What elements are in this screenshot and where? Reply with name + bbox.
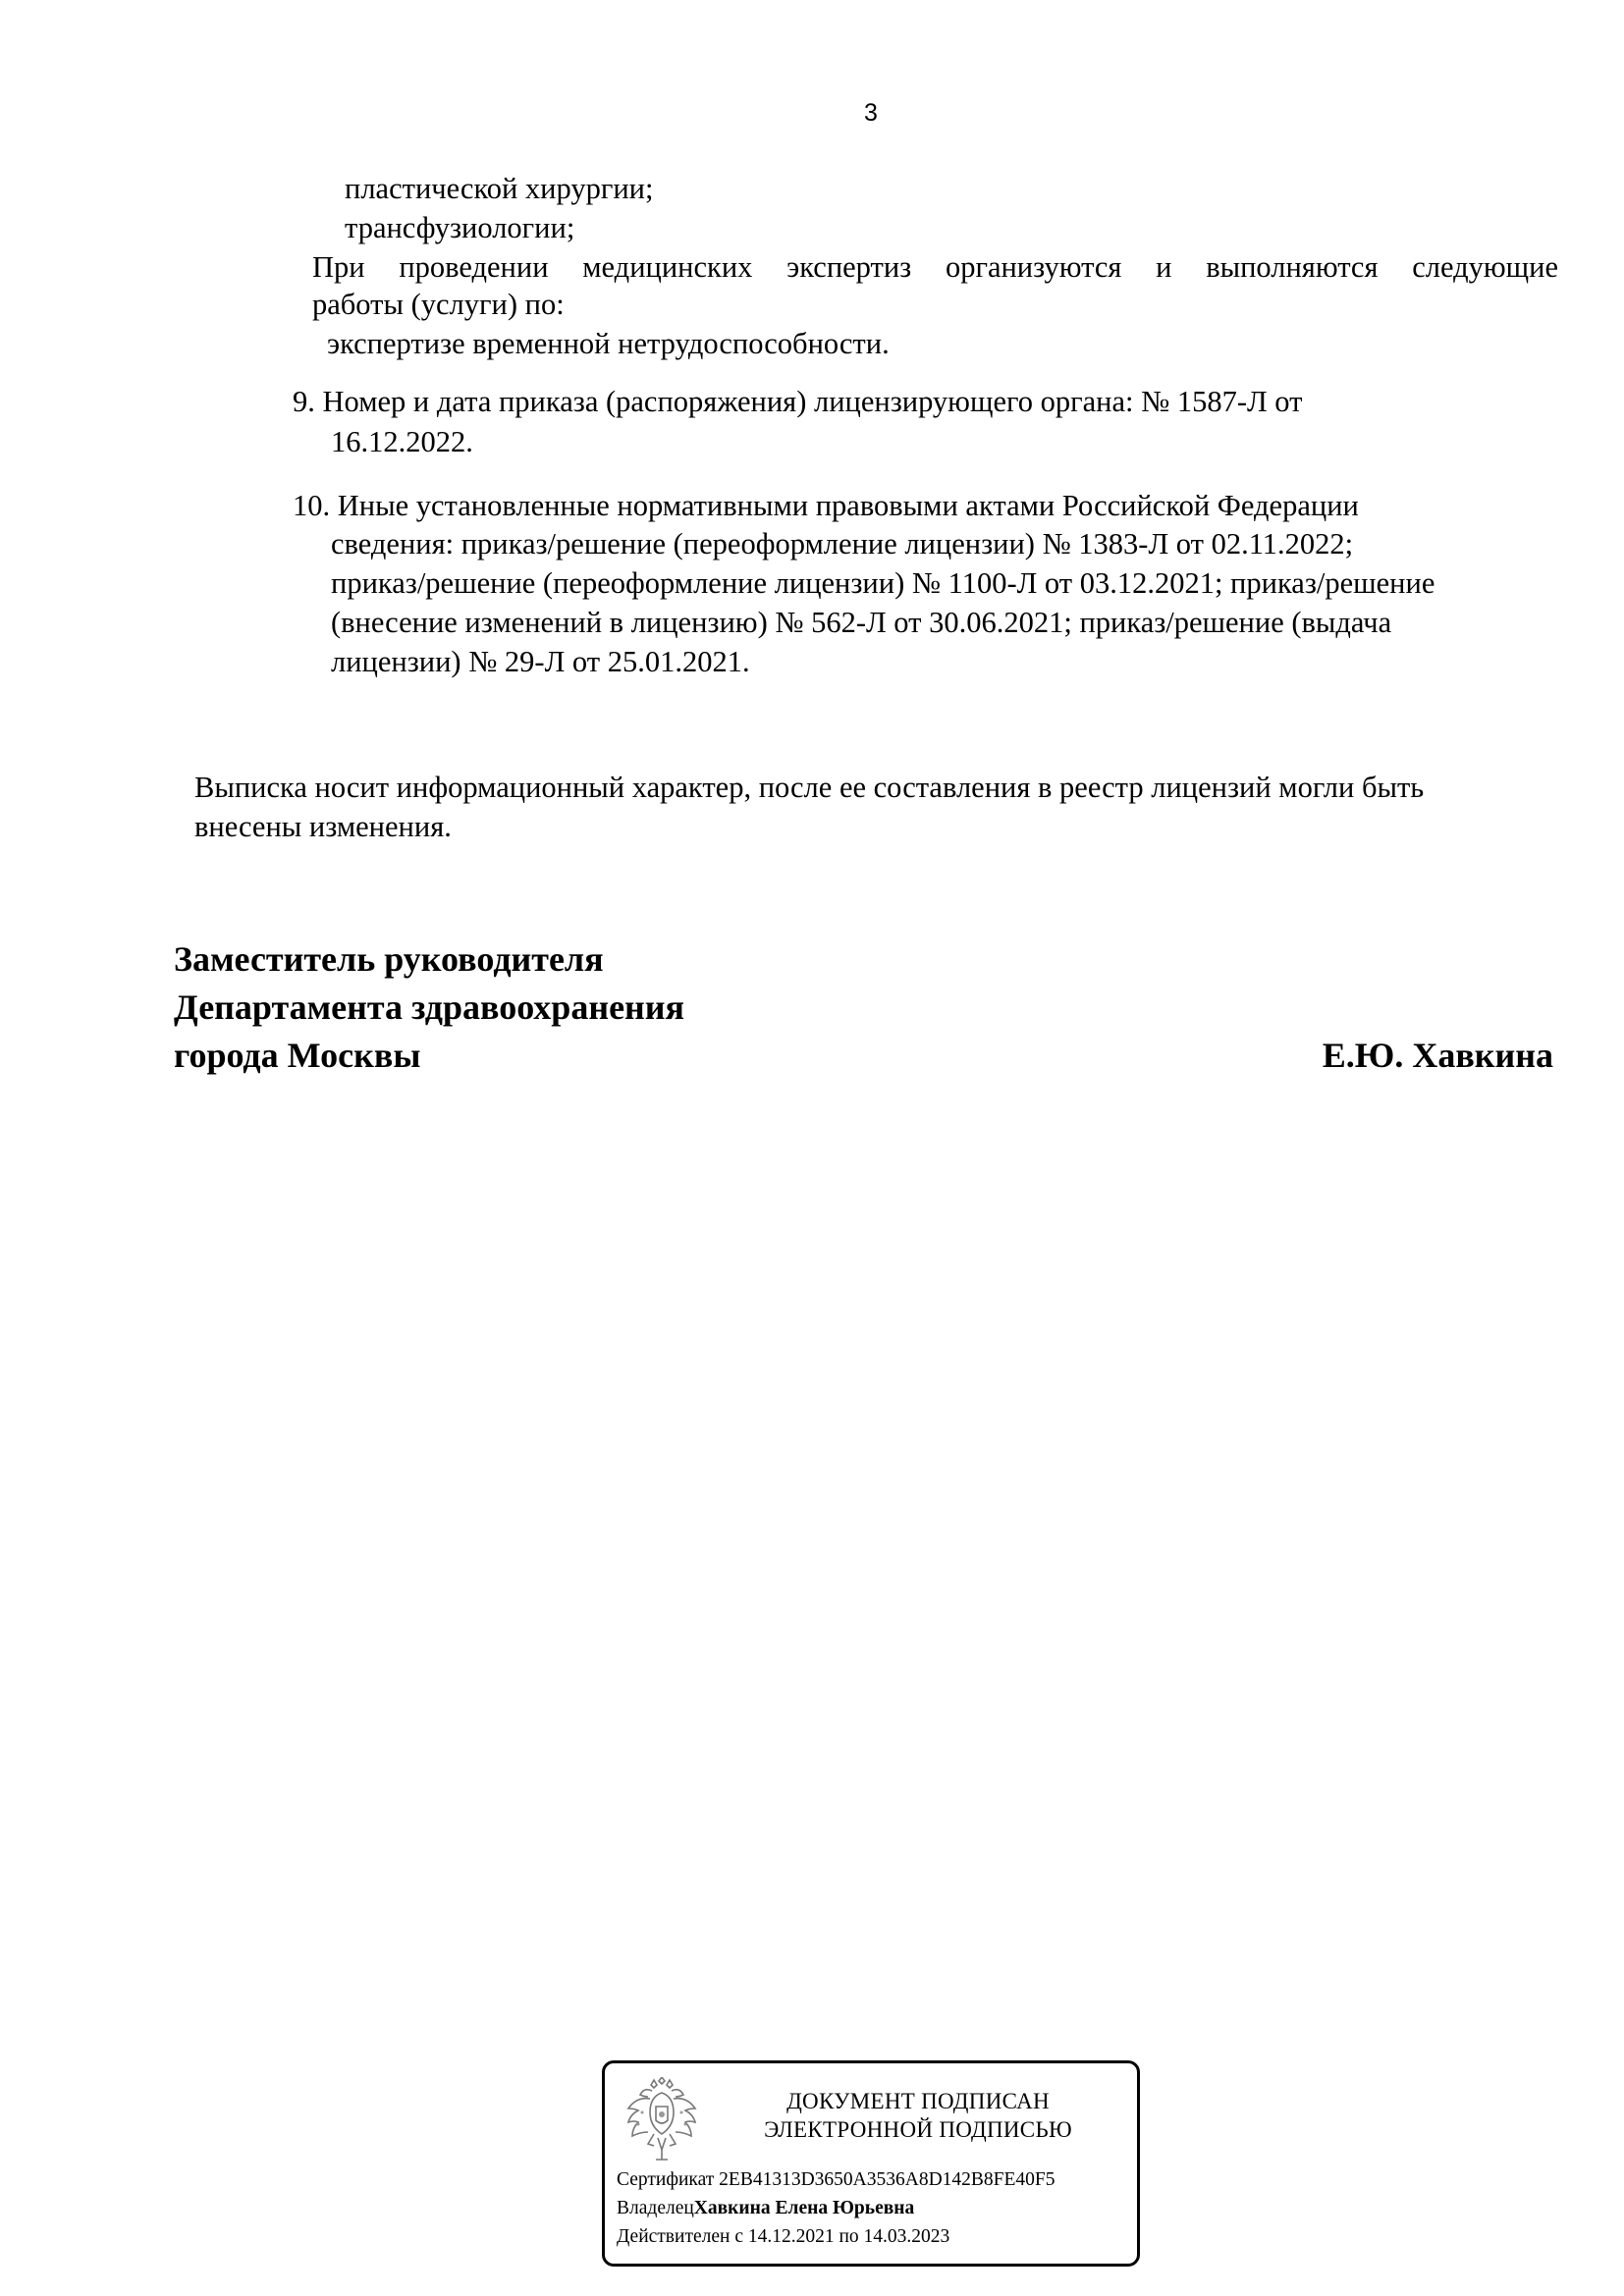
signatory-title-line: Департамента здравоохранения bbox=[174, 988, 685, 1027]
stamp-heading-line: ДОКУМЕНТ ПОДПИСАН bbox=[786, 2089, 1050, 2113]
stamp-validity bbox=[617, 2226, 949, 2248]
valid-label: Действителен bbox=[617, 2226, 731, 2247]
item-10-line: лицензии) № 29-Л от 25.01.2021. bbox=[331, 645, 750, 678]
stamp-owner bbox=[617, 2198, 914, 2219]
certificate-value: 2EB41313D3650A3536A8D142B8FE40F5 bbox=[719, 2169, 1056, 2190]
item-9-line: 16.12.2022. bbox=[331, 425, 473, 458]
notice-line: Выписка носит информационный характер, после ее составления в реестр лицензий могли быть bbox=[194, 771, 1425, 804]
page-number: 3 bbox=[864, 99, 878, 127]
expertise-item: экспертизе временной нетрудоспособности. bbox=[327, 327, 890, 360]
electronic-signature-stamp bbox=[602, 2060, 1140, 2267]
notice-line: внесены изменения. bbox=[194, 810, 452, 843]
owner-label: Владелец bbox=[617, 2198, 694, 2218]
signatory-name: Е.Ю. Хавкина bbox=[1322, 1036, 1553, 1075]
item-10-line: (внесение изменений в лицензию) № 562-Л от 30.06.2021; приказ/решение (выдача bbox=[331, 606, 1392, 639]
stamp-heading-line: ЭЛЕКТРОННОЙ ПОДПИСЬЮ bbox=[764, 2117, 1072, 2142]
list-item: трансфузиологии; bbox=[345, 211, 575, 244]
list-item: пластической хирургии; bbox=[345, 172, 654, 205]
item-10-line: сведения: приказ/решение (переоформление лицензии) № 1383-Л от 02.11.2022; bbox=[331, 527, 1354, 561]
expertise-intro-line: работы (услуги) по: bbox=[312, 288, 565, 321]
item-9-line: 9. Номер и дата приказа (распоряжения) лицензирующего органа: № 1587-Л от bbox=[293, 385, 1303, 418]
stamp-certificate bbox=[617, 2169, 1056, 2191]
item-10-line: приказ/решение (переоформление лицензии) № 1100-Л от 03.12.2021; приказ/решение bbox=[331, 566, 1435, 600]
valid-value: с 14.12.2021 по 14.03.2023 bbox=[734, 2226, 950, 2247]
owner-value: Хавкина Елена Юрьевна bbox=[693, 2198, 915, 2218]
coat-of-arms-icon bbox=[623, 2077, 701, 2165]
signatory-title-line: города Москвы bbox=[174, 1036, 421, 1075]
certificate-label: Сертификат bbox=[617, 2169, 715, 2190]
item-10-line: 10. Иные установленные нормативными правовыми актами Российской Федерации bbox=[293, 489, 1359, 522]
expertise-intro-line: При проведении медицинских экспертиз организуются и выполняются следующие bbox=[312, 250, 1558, 284]
signatory-title-line: Заместитель руководителя bbox=[174, 939, 604, 979]
